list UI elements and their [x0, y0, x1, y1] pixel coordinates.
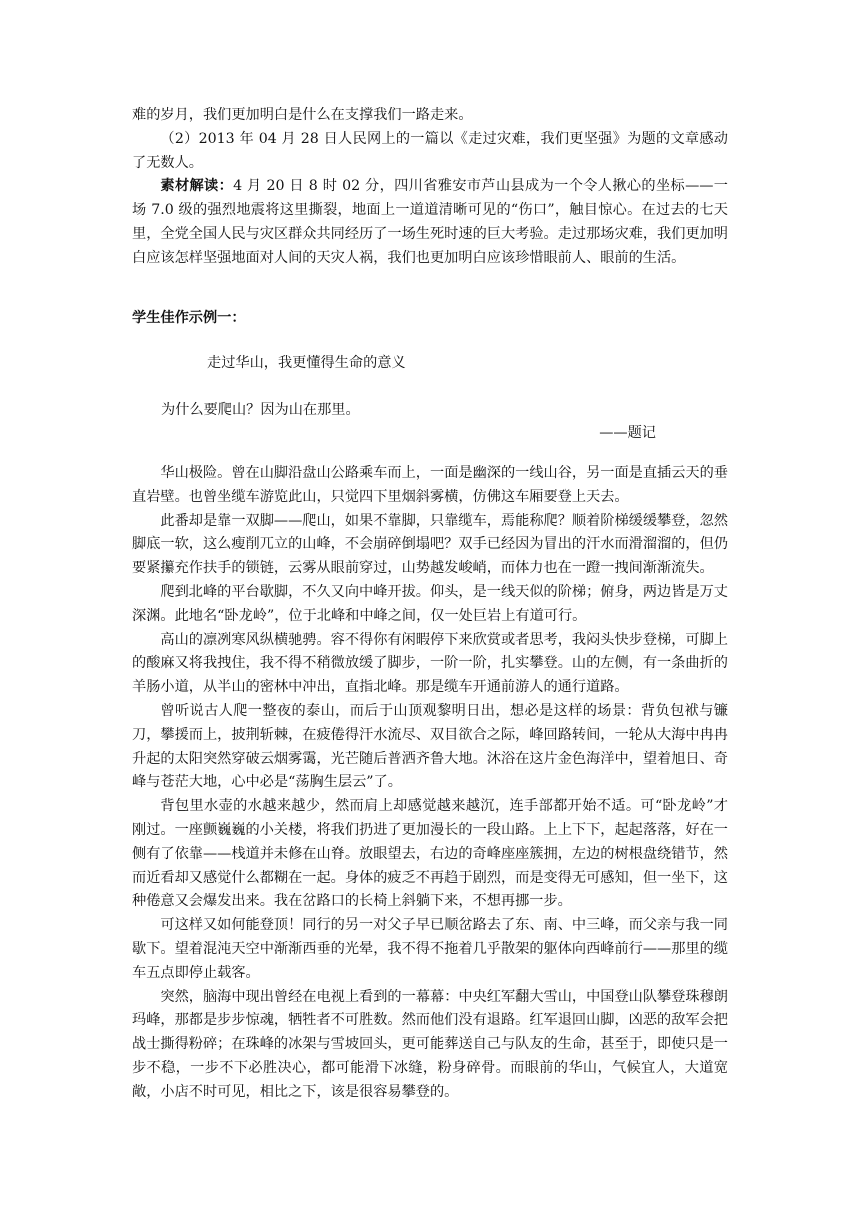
- essay-paragraph: 突然，脑海中现出曾经在电视上看到的一幕幕：中央红军翻大雪山，中国登山队攀登珠穆朗玛峰，那都是步步惊魂，牺牲者不可胜数。然而他们没有退路。红军退回山脚，凶恶的敌军会把战士撕得粉碎；在珠峰的冰架与雪坡回头，更可能葬送自己与队友的生命，甚至于，即使只是一步不稳，一步不下必胜决心，都可能滑下冰缝，粉身碎骨。而眼前的华山，气候宜人，大道宽敞，小店不时可见，相比之下，该是很容易攀登的。: [132, 988, 728, 1100]
- material-label: 素材解读：: [160, 178, 234, 195]
- essay-paragraph: 高山的凛冽寒风纵横驰骋。容不得你有闲暇停下来欣赏或者思考，我闷头快步登梯，可脚上的酸麻又将我拽住，我不得不稍微放缓了脚步，一阶一阶，扎实攀登。山的左侧，有一条曲折的羊肠小道，从半山的密林中冲出，直指北峰。那是缆车开通前游人的通行道路。: [132, 631, 728, 696]
- intro-section: [132, 104, 728, 271]
- essay-body: [132, 462, 728, 1105]
- essay-paragraph: 背包里水壶的水越来越少，然而肩上却感觉越来越沉，连手部都开始不适。可“卧龙岭”才刚过。一座颤巍巍的小关楼，将我们扔进了更加漫长的一段山路。上上下下，起起落落，好在一侧有了依靠——栈道并未修在山脊。放眼望去，右边的奇峰座座簇拥，左边的树根盘绕错节，然而近看却又感觉什么都糊在一起。身体的疲乏不再趋于剧烈，而是变得无可感知，但一坐下，这种倦意又会爆发出来。我在岔路口的长椅上斜躺下来，不想再挪一步。: [132, 798, 728, 910]
- essay-paragraph: 华山极险。曾在山脚沿盘山公路乘车而上，一面是幽深的一线山谷，另一面是直插云天的垂直岩壁。也曾坐缆车游览此山，只觉四下里烟斜雾横，仿佛这车厢要登上天去。: [132, 465, 728, 505]
- epigraph: 为什么要爬山？因为山在那里。: [161, 402, 360, 418]
- continuation-line: 难的岁月，我们更加明白是什么在支撑我们一路走来。: [132, 107, 473, 123]
- essay-title: 走过华山，我更懂得生命的意义: [207, 355, 406, 371]
- essay-paragraph: 曾听说古人爬一整夜的泰山，而后于山顶观黎明日出，想必是这样的场景：背负包袱与镰刀，攀援而上，披荆斩棘，在疲倦得汗水流尽、双目欲合之际，峰回路转间，一轮从大海中冉冉升起的太阳突然穿破云烟雾霭，光芒随后普洒齐鲁大地。沐浴在这片金色海洋中，望着旭日、奇峰与苍茫大地，心中必是“荡胸生层云”了。: [132, 702, 728, 791]
- essay-paragraph: 可这样又如何能登顶！同行的另一对父子早已顺岔路去了东、南、中三峰，而父亲与我一同歇下。望着混沌天空中渐渐西垂的光晕，我不得不拖着几乎散架的躯体向西峰前行——那里的缆车五点即停止载客。: [132, 917, 728, 981]
- essay-paragraph: 爬到北峰的平台歇脚，不久又向中峰开拔。仰头，是一线天似的阶梯；俯身，两边皆是万丈深渊。此地名“卧龙岭”，位于北峰和中峰之间，仅一处巨岩上有道可行。: [132, 583, 728, 624]
- material-paragraph: [132, 175, 728, 270]
- epigraph-source: ——题记: [599, 425, 656, 441]
- essay-paragraph: 此番却是靠一双脚——爬山，如果不靠脚，只靠缆车，焉能称爬？顺着阶梯缓缓攀登，忽然脚底一软，这么瘦削兀立的山峰，不会崩碎倒塌吧？双手已经因为冒出的汗水而滑溜溜的，但仍要紧攥充作扶手的锁链，云雾从眼前穿过，山势越发峻峭，而体力也在一蹬一拽间渐渐流失。: [132, 512, 728, 577]
- material-text: 4 月 20 日 8 时 02 分，四川省雅安市芦山县成为一个令人揪心的坐标——一场 7.0 级的强烈地震将这里撕裂，地面上一道道清晰可见的“伤口”，触目惊心。在过去的七天里，全党全国人民与灾区群众共同经历了一场生死时速的巨大考验。走过那场灾难，我们更加明白应该怎样坚强地面对人间的天灾人祸，我们也更加明白应该珍惜眼前人、眼前的生活。: [132, 178, 728, 266]
- news-item-2: （2）2013 年 04 月 28 日人民网上的一篇以《走过灾难，我们更坚强》为题的文章感动了无数人。: [132, 130, 728, 171]
- example-heading: 学生佳作示例一：: [132, 310, 246, 326]
